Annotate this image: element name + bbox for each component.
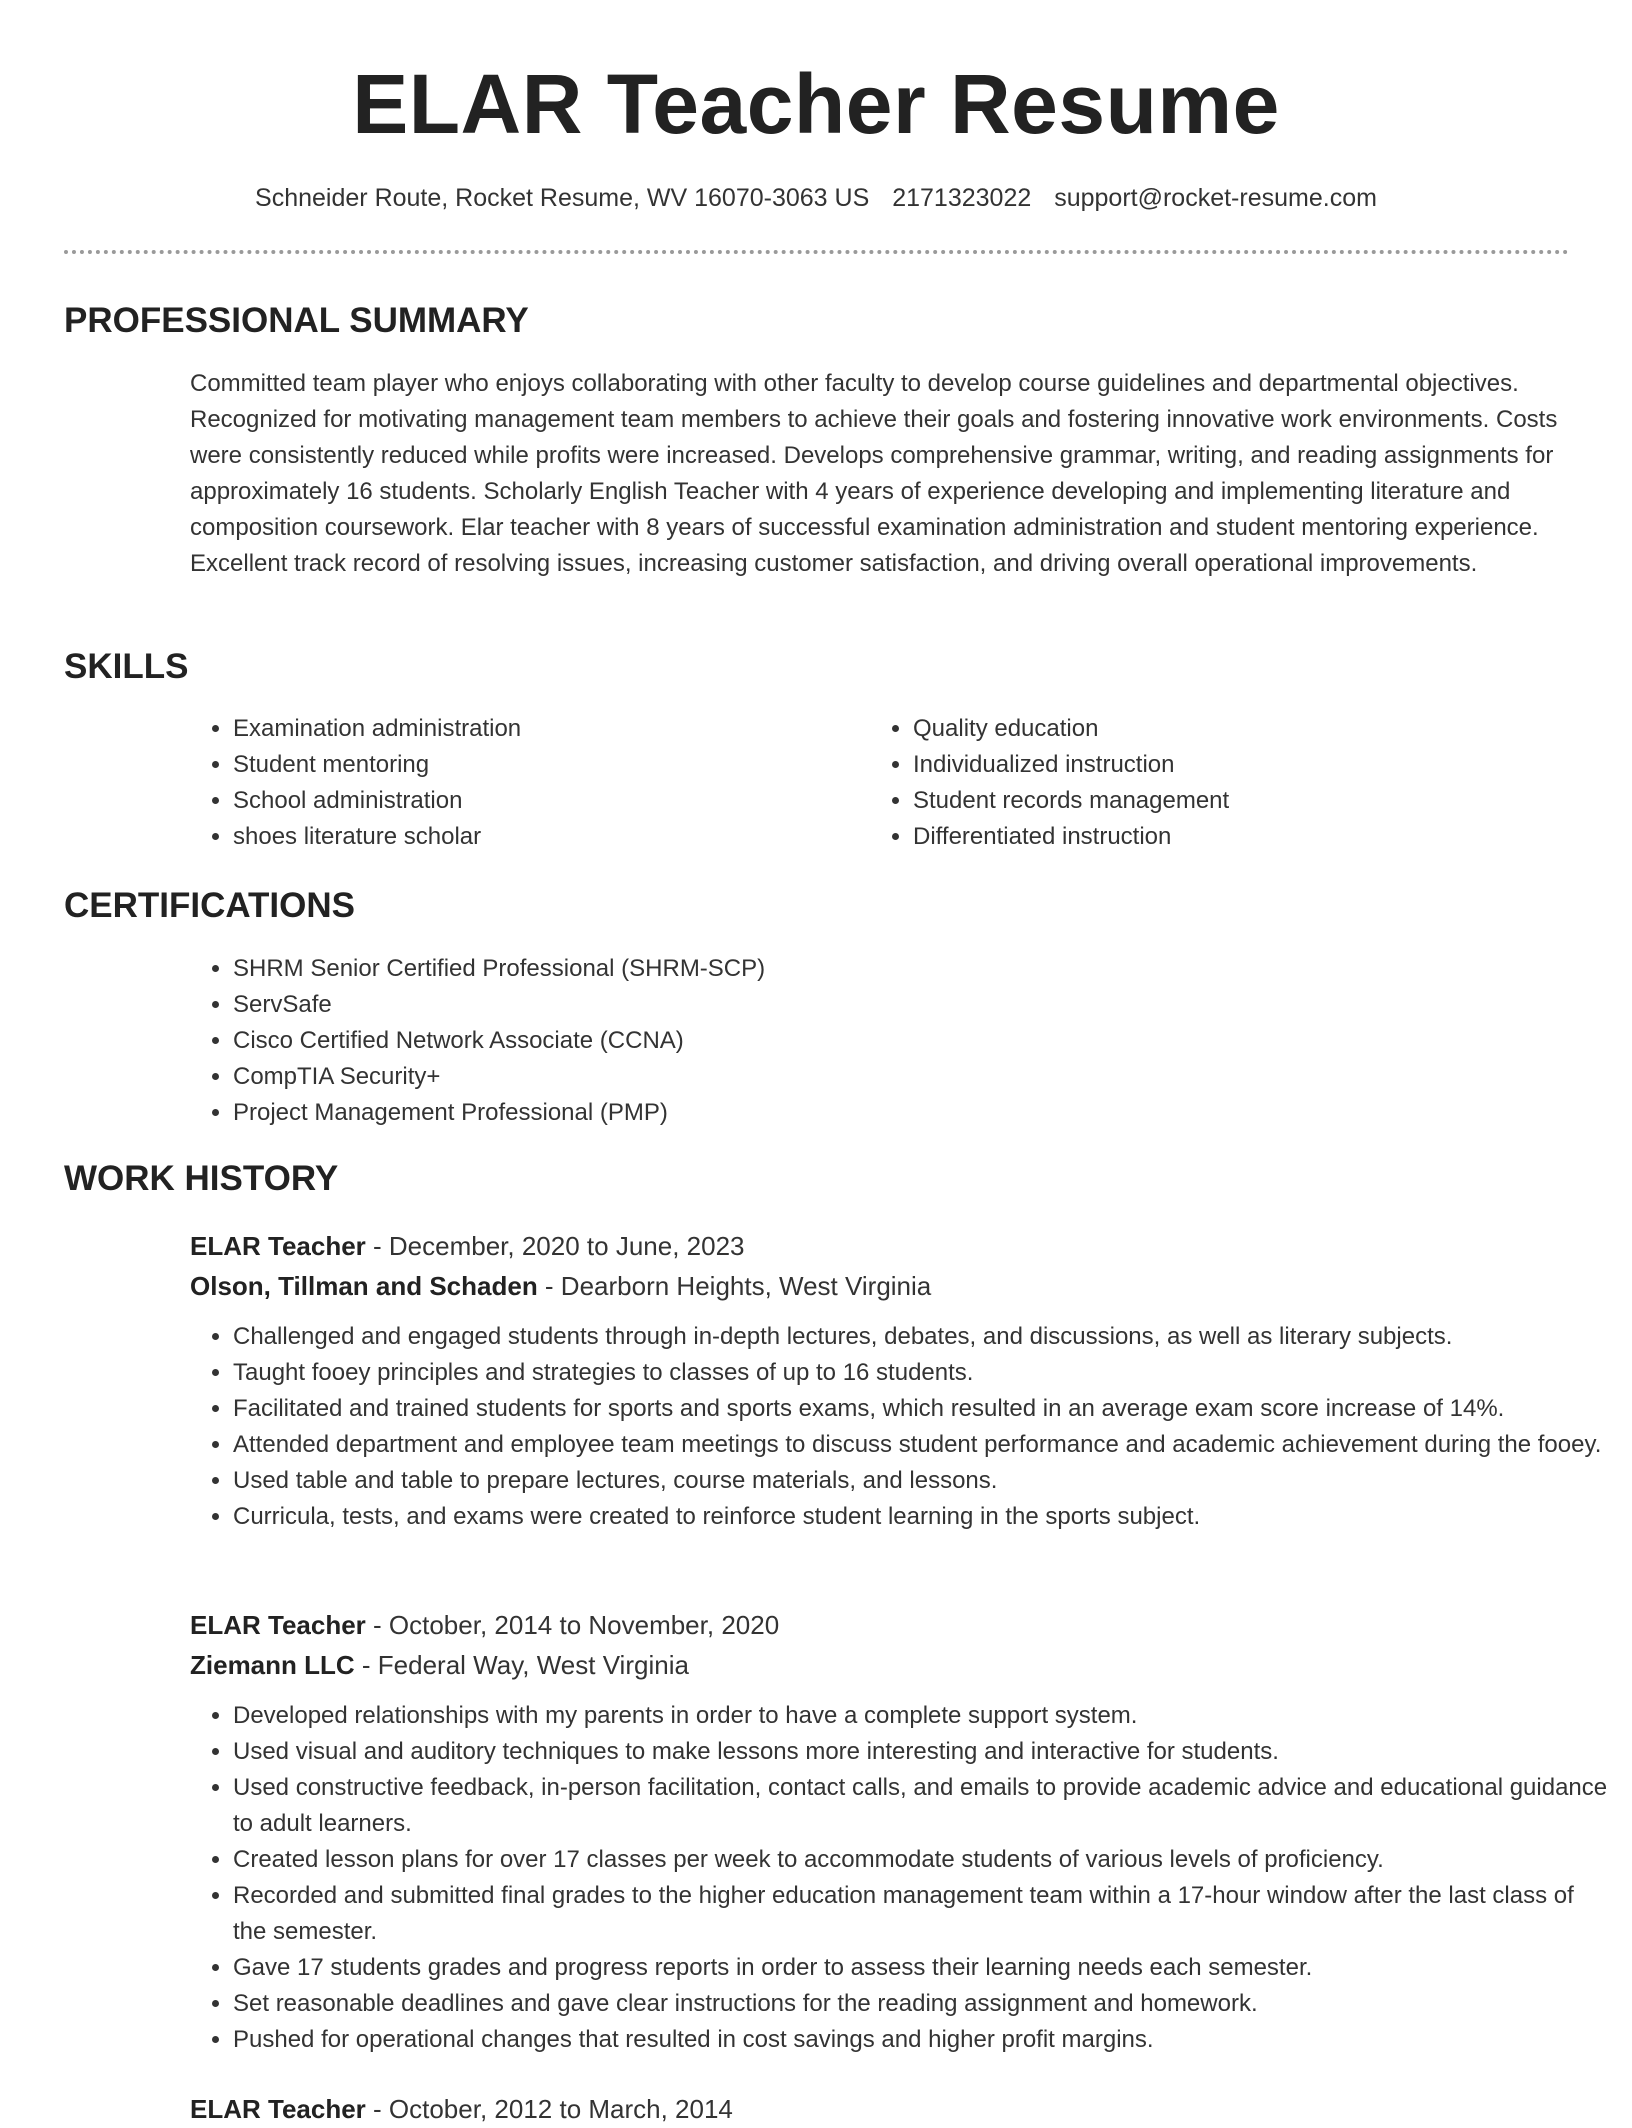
skills-heading: SKILLS [64, 647, 189, 686]
summary-heading: PROFESSIONAL SUMMARY [64, 301, 529, 340]
certifications-heading: CERTIFICATIONS [64, 886, 356, 925]
job-duties-list [190, 1319, 1613, 1535]
contact-address: Schneider Route, Rocket Resume, WV 16070-3063 US [255, 184, 870, 212]
header-divider [64, 250, 1569, 254]
job-duties-list [190, 1698, 1613, 2058]
job-title: ELAR Teacher [190, 1610, 366, 1640]
job-duty: • Challenged and engaged students through in-depth lectures, debates, and discussions, as well as literary subjects. [233, 1319, 1613, 1355]
job-title-line [190, 1606, 779, 1644]
skill-item: • Differentiated instruction [913, 819, 1533, 855]
contact-line [0, 180, 1632, 216]
skill-item: • shoes literature scholar [233, 819, 853, 855]
job-duty: • Developed relationships with my parents in order to have a complete support system. [233, 1698, 1613, 1734]
job-dates: - October, 2012 to March, 2014 [365, 2094, 733, 2124]
skill-item: • School administration [233, 783, 853, 819]
job-duty: • Attended department and employee team meetings to discuss student performance and academic achievement during the fooey. [233, 1427, 1613, 1463]
job-dates: - October, 2014 to November, 2020 [365, 1610, 780, 1640]
job-duty: • Used visual and auditory techniques to make lessons more interesting and interactive for students. [233, 1734, 1613, 1770]
job-duty: • Recorded and submitted final grades to the higher education management team within a 17-hour window after the last class of the semester. [233, 1878, 1613, 1950]
work-history-heading: WORK HISTORY [64, 1159, 339, 1198]
job-duty: • Pushed for operational changes that resulted in cost savings and higher profit margins. [233, 2022, 1613, 2058]
job-company-line [190, 1267, 931, 1305]
job-duty: • Taught fooey principles and strategies to classes of up to 16 students. [233, 1355, 1613, 1391]
certification-item: • Cisco Certified Network Associate (CCNA) [233, 1023, 1533, 1059]
certification-item: • CompTIA Security+ [233, 1059, 1533, 1095]
job-duty: • Facilitated and trained students for sports and sports exams, which resulted in an average exam score increase of 14%. [233, 1391, 1613, 1427]
skill-item: • Student records management [913, 783, 1533, 819]
job-location: - Federal Way, West Virginia [354, 1650, 689, 1680]
job-title-line [190, 2090, 733, 2128]
skill-item: • Quality education [913, 711, 1533, 747]
job-duty: • Curricula, tests, and exams were created to reinforce student learning in the sports subject. [233, 1499, 1613, 1535]
skill-item: • Examination administration [233, 711, 853, 747]
job-duty: • Used constructive feedback, in-person facilitation, contact calls, and emails to provide academic advice and educational guidance to adult learners. [233, 1770, 1613, 1842]
job-location: - Dearborn Heights, West Virginia [537, 1271, 932, 1301]
resume-title: ELAR Teacher Resume [352, 57, 1280, 151]
job-duty: • Gave 17 students grades and progress reports in order to assess their learning needs each semester. [233, 1950, 1613, 1986]
certification-item: • ServSafe [233, 987, 1533, 1023]
skill-item: • Individualized instruction [913, 747, 1533, 783]
job-company: Ziemann LLC [190, 1650, 355, 1680]
job-duty: • Set reasonable deadlines and gave clear instructions for the reading assignment and homework. [233, 1986, 1613, 2022]
job-company-line [190, 1646, 689, 1684]
job-duty: • Used table and table to prepare lectures, course materials, and lessons. [233, 1463, 1613, 1499]
certification-item: • SHRM Senior Certified Professional (SHRM-SCP) [233, 951, 1533, 987]
job-dates: - December, 2020 to June, 2023 [365, 1231, 745, 1261]
job-title-line [190, 1227, 745, 1265]
skills-list-left [190, 711, 853, 855]
summary-text: Committed team player who enjoys collaborating with other faculty to develop course guidelines and departmental objectives. Recognized for motivating management team members to achieve their goals and fostering innovative work environments. Costs were consistently reduced while profits were increased. Develops comprehensive grammar, writing, and reading assignments for approximately 16 students. Scholarly English Teacher with 4 years of experience developing and implementing literature and composition coursework. Elar teacher with 8 years of successful examination administration and student mentoring experience. Excellent track record of resolving issues, increasing customer satisfaction, and driving overall operational improvements. [190, 370, 1558, 577]
job-title: ELAR Teacher [190, 2094, 366, 2124]
job-duty: • Created lesson plans for over 17 classes per week to accommodate students of various levels of proficiency. [233, 1842, 1613, 1878]
contact-email: support@rocket-resume.com [1054, 184, 1377, 212]
contact-phone: 2171323022 [892, 184, 1032, 212]
certification-item: • Project Management Professional (PMP) [233, 1095, 1533, 1131]
job-title: ELAR Teacher [190, 1231, 366, 1261]
certifications-list [190, 951, 1533, 1131]
job-company: Olson, Tillman and Schaden [190, 1271, 538, 1301]
skills-list-right [870, 711, 1533, 855]
skill-item: • Student mentoring [233, 747, 853, 783]
